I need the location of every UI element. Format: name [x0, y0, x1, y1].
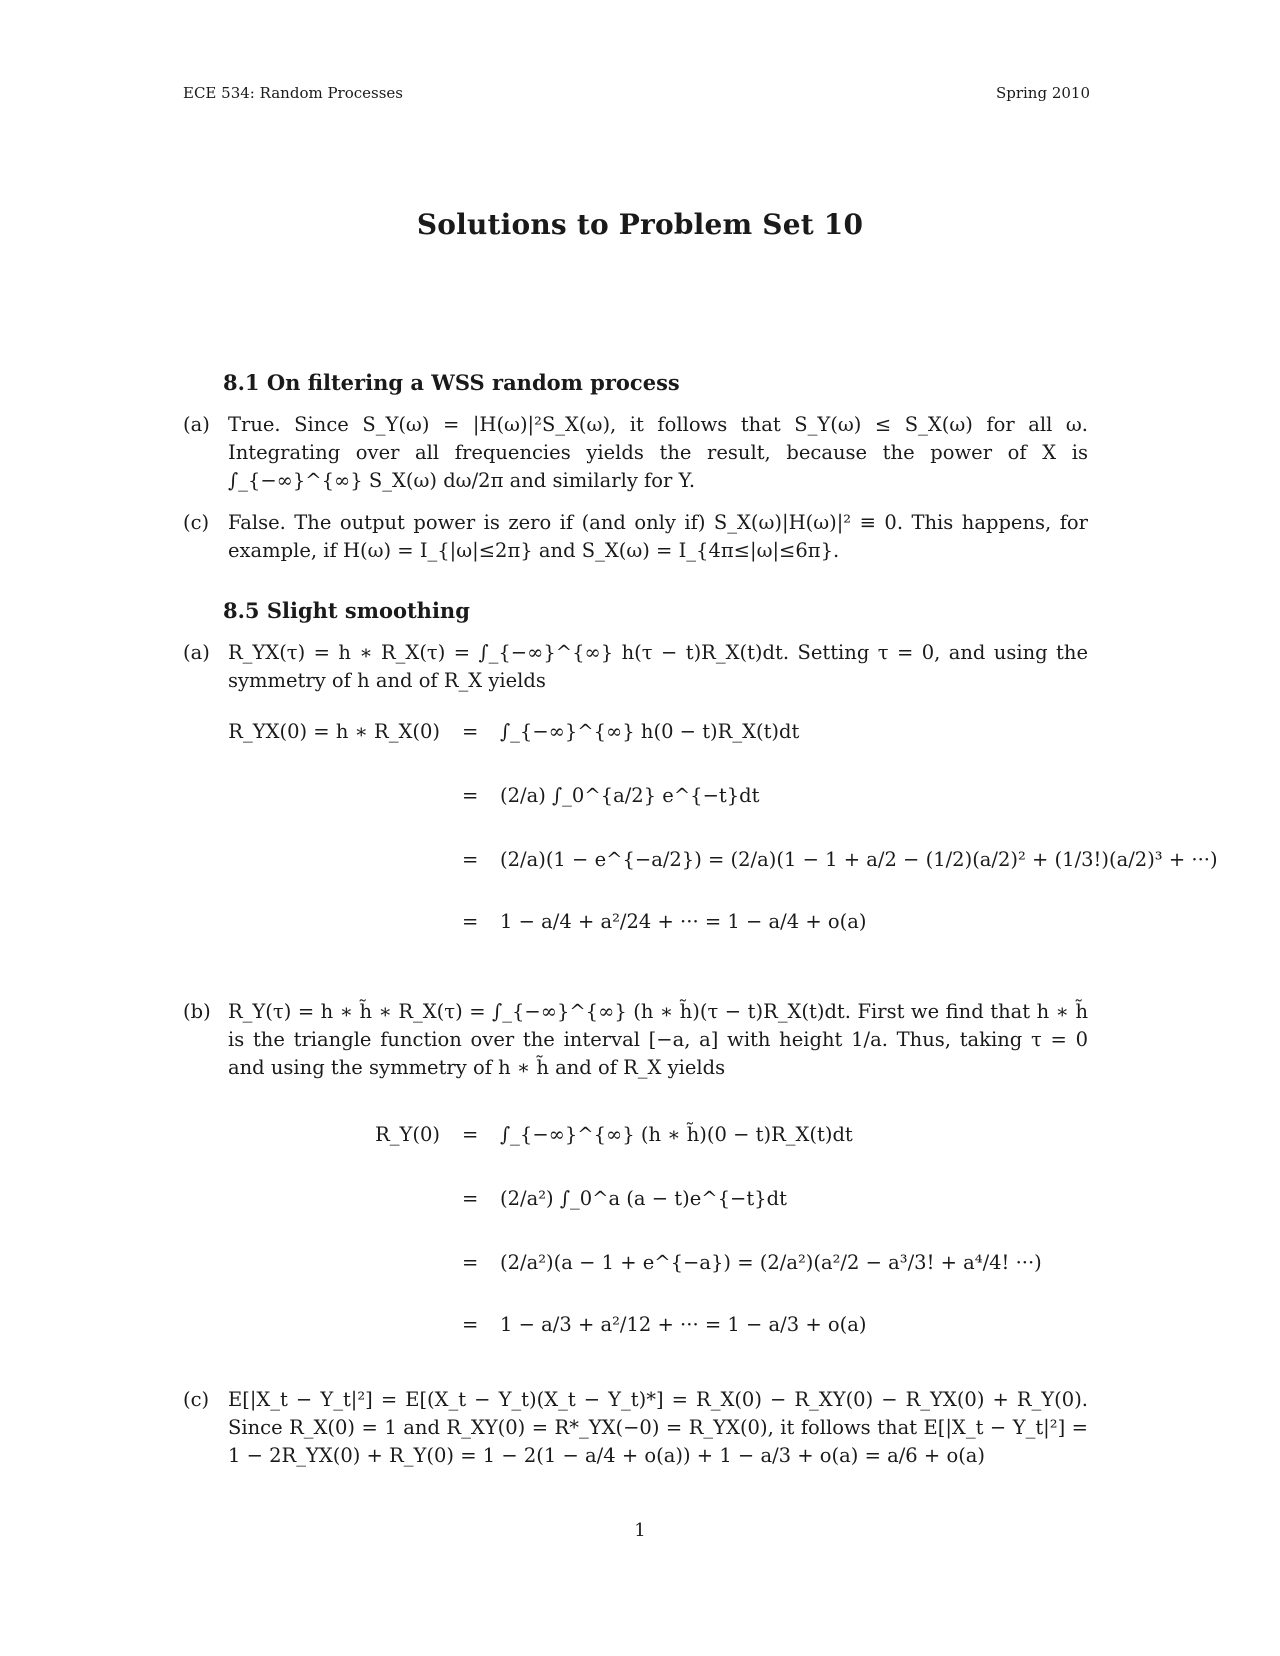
page-number: 1 — [634, 1520, 646, 1541]
equation-line: (2/a)(1 − e^{−a/2}) = (2/a)(1 − 1 + a/2 − (1/2)(a/2)² + (1/3!)(a/2)³ + ···) — [500, 848, 1218, 871]
part-label: (c) — [183, 1388, 210, 1411]
problem-8-1-a — [183, 411, 1088, 495]
part-label: (a) — [183, 413, 210, 436]
problem-8-5-a — [183, 639, 1088, 695]
equals-sign: = — [462, 1313, 479, 1336]
part-text: R_YX(τ) = h ∗ R_X(τ) = ∫_{−∞}^{∞} h(τ − t)R_X(t)dt. Setting τ = 0, and using the symmetry of h and of R_X yields — [228, 641, 1088, 692]
equals-sign: = — [462, 784, 479, 807]
section-heading-8-5: 8.5 Slight smoothing — [223, 598, 470, 623]
equation-lhs: R_YX(0) = h ∗ R_X(0) — [228, 720, 440, 743]
page-title: Solutions to Problem Set 10 — [416, 208, 864, 241]
part-text: True. Since S_Y(ω) = |H(ω)|²S_X(ω), it follows that S_Y(ω) ≤ S_X(ω) for all ω. Integrating over all frequencies yields the result, because the power of X is ∫_{−∞}^{∞} S_X(ω) dω/2π and similarly for Y. — [228, 413, 1088, 492]
equals-sign: = — [462, 1251, 479, 1274]
part-label: (c) — [183, 511, 210, 534]
equals-sign: = — [462, 1187, 479, 1210]
course-header: ECE 534: Random Processes — [183, 84, 404, 102]
part-label: (a) — [183, 641, 210, 664]
equation-lhs: R_Y(0) — [375, 1123, 440, 1146]
problem-8-5-b — [183, 998, 1088, 1082]
equation-line: 1 − a/4 + a²/24 + ··· = 1 − a/4 + o(a) — [500, 910, 867, 933]
equation-line: ∫_{−∞}^{∞} h(0 − t)R_X(t)dt — [500, 720, 800, 743]
term-header: Spring 2010 — [995, 84, 1090, 102]
part-text: E[|X_t − Y_t|²] = E[(X_t − Y_t)(X_t − Y_t)*] = R_X(0) − R_XY(0) − R_YX(0) + R_Y(0). Since R_X(0) = 1 and R_XY(0) = R*_YX(−0) = R_YX(0), it follows that E[|X_t − Y_t|²] = 1 − 2R_YX(0) + R_Y(0) = 1 − 2(1 − a/4 + o(a)) + 1 − a/3 + o(a) = a/6 + o(a) — [228, 1388, 1088, 1467]
section-heading-8-1: 8.1 On filtering a WSS random process — [223, 370, 680, 395]
equals-sign: = — [462, 910, 479, 933]
part-text: R_Y(τ) = h ∗ h̃ ∗ R_X(τ) = ∫_{−∞}^{∞} (h ∗ h̃)(τ − t)R_X(t)dt. First we find that h ∗ h̃ is the triangle function over the interval [−a, a] with height 1/a. Thus, taking τ = 0 and using the symmetry of h ∗ h̃ and of R_X yields — [228, 1000, 1088, 1079]
part-label: (b) — [183, 1000, 211, 1023]
equation-line: 1 − a/3 + a²/12 + ··· = 1 − a/3 + o(a) — [500, 1313, 867, 1336]
equals-sign: = — [462, 848, 479, 871]
part-text: False. The output power is zero if (and only if) S_X(ω)|H(ω)|² ≡ 0. This happens, for example, if H(ω) = I_{|ω|≤2π} and S_X(ω) = I_{4π≤|ω|≤6π}. — [228, 511, 1088, 562]
equation-line: (2/a²) ∫_0^a (a − t)e^{−t}dt — [500, 1187, 787, 1210]
equals-sign: = — [462, 720, 479, 743]
problem-8-1-c — [183, 509, 1088, 565]
equation-line: ∫_{−∞}^{∞} (h ∗ h̃)(0 − t)R_X(t)dt — [500, 1123, 853, 1146]
equation-line: (2/a²)(a − 1 + e^{−a}) = (2/a²)(a²/2 − a³/3! + a⁴/4! ···) — [500, 1251, 1042, 1274]
problem-8-5-c — [183, 1386, 1088, 1470]
equation-line: (2/a) ∫_0^{a/2} e^{−t}dt — [500, 784, 760, 807]
equals-sign: = — [462, 1123, 479, 1146]
